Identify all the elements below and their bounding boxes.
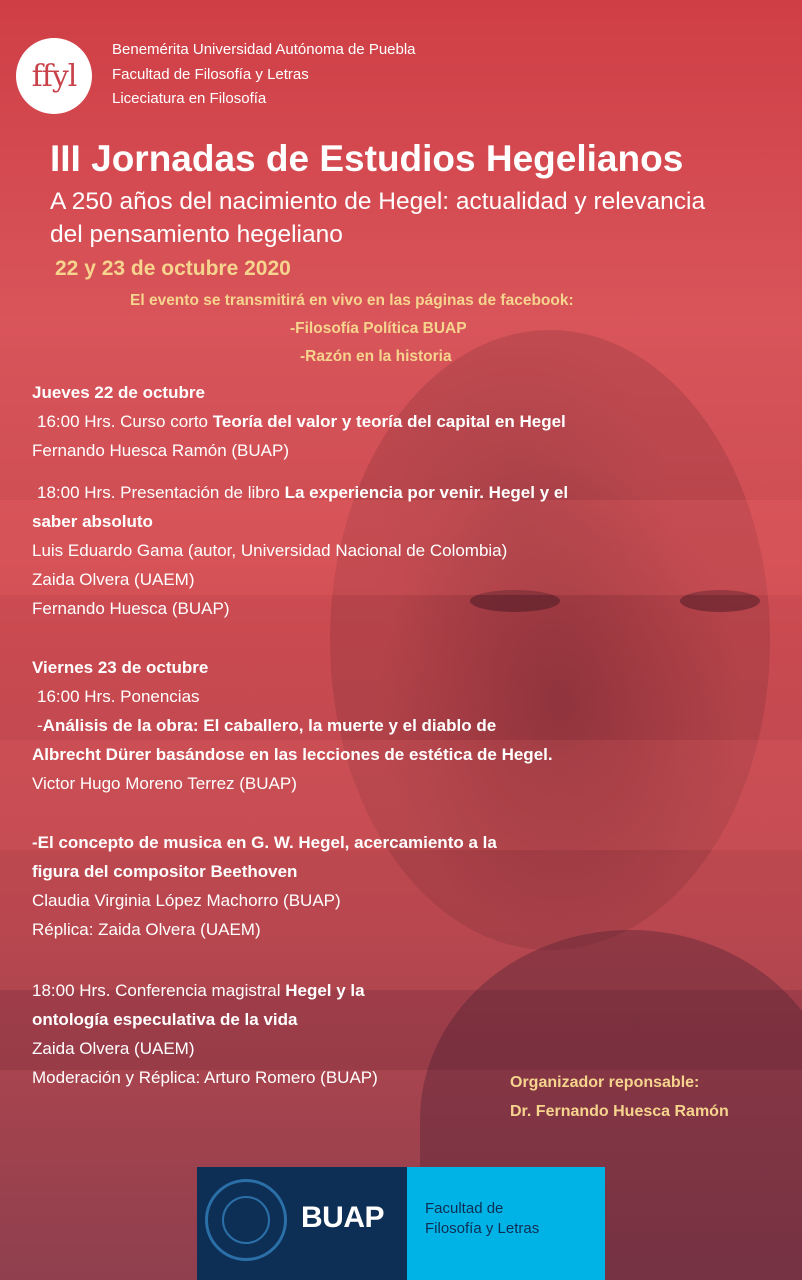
session-person: Zaida Olvera (UAEM) — [32, 570, 195, 589]
keynote-person: Zaida Olvera (UAEM) — [32, 1039, 195, 1058]
footer-banner — [197, 1167, 605, 1280]
session-time: 16:00 Hrs. Curso corto — [37, 412, 213, 431]
talk-title: Albrecht Dürer basándose en las lecciones de estética de Hegel. — [32, 745, 553, 764]
session-title: Teoría del valor y teoría del capital en Hegel — [212, 412, 566, 431]
session-person: Luis Eduardo Gama (autor, Universidad Nacional de Colombia) — [32, 541, 508, 560]
event-subtitle: A 250 años del nacimiento de Hegel: actualidad y relevancia del pensamiento hegeliano — [50, 188, 706, 248]
talk-reply: Réplica: Zaida Olvera (UAEM) — [32, 920, 261, 939]
buap-brand-panel — [197, 1167, 407, 1280]
day1-block — [32, 378, 566, 465]
day2-talk2 — [32, 828, 497, 944]
day-heading: Jueves 22 de octubre — [32, 383, 205, 402]
talk-person: Claudia Virginia López Machorro (BUAP) — [32, 891, 341, 910]
event-dates: 22 y 23 de octubre 2020 — [55, 257, 291, 280]
day2-block — [32, 653, 553, 798]
talk-person: Victor Hugo Moreno Terrez (BUAP) — [32, 774, 297, 793]
buap-wordmark: BUAP — [301, 1201, 385, 1234]
session-person: Fernando Huesca (BUAP) — [32, 599, 230, 618]
logo-text: ffyl — [31, 58, 77, 94]
organizer-name: Dr. Fernando Huesca Ramón — [510, 1103, 729, 1120]
talk-dash: - — [37, 716, 43, 735]
organizer-label: Organizador reponsable: — [510, 1074, 700, 1091]
faculty-panel — [407, 1167, 605, 1280]
talk-title: -El concepto de musica en G. W. Hegel, acercamiento a la — [32, 833, 497, 852]
keynote-title: ontología especulativa de la vida — [32, 1010, 298, 1029]
keynote-title: Hegel y la — [285, 981, 365, 1000]
institution-line: Benemérita Universidad Autónoma de Puebla — [112, 41, 416, 58]
keynote-time: 18:00 Hrs. Conferencia magistral — [32, 981, 286, 1000]
stream-intro: El evento se transmitirá en vivo en las páginas de facebook: — [130, 292, 574, 309]
university-seal-icon — [205, 1179, 287, 1261]
session-title: saber absoluto — [32, 512, 153, 531]
day1-session2 — [32, 478, 568, 623]
talk-title: Análisis de la obra: El caballero, la muerte y el diablo de — [42, 716, 497, 735]
stream-info — [130, 287, 650, 371]
ffyl-logo — [16, 38, 92, 114]
facebook-page: -Filosofía Política BUAP — [290, 320, 467, 337]
event-title: III Jornadas de Estudios Hegelianos — [50, 138, 684, 179]
faculty-line: Facultad de — [425, 1200, 504, 1217]
day-heading: Viernes 23 de octubre — [32, 658, 209, 677]
keynote-moderation: Moderación y Réplica: Arturo Romero (BUAP) — [32, 1068, 378, 1087]
facebook-page: -Razón en la historia — [300, 348, 452, 365]
session-time: 18:00 Hrs. Presentación de libro — [37, 483, 285, 502]
session-person: Fernando Huesca Ramón (BUAP) — [32, 441, 290, 460]
day2-keynote — [32, 976, 378, 1092]
panel-time: 16:00 Hrs. Ponencias — [37, 687, 200, 706]
institution-block — [112, 38, 416, 112]
organizer-block — [510, 1068, 729, 1126]
talk-title: figura del compositor Beethoven — [32, 862, 298, 881]
institution-line: Liceciatura en Filosofía — [112, 90, 267, 107]
session-title: La experiencia por venir. Hegel y el — [284, 483, 569, 502]
institution-line: Facultad de Filosofía y Letras — [112, 65, 309, 83]
faculty-line: Filosofía y Letras — [425, 1220, 540, 1237]
